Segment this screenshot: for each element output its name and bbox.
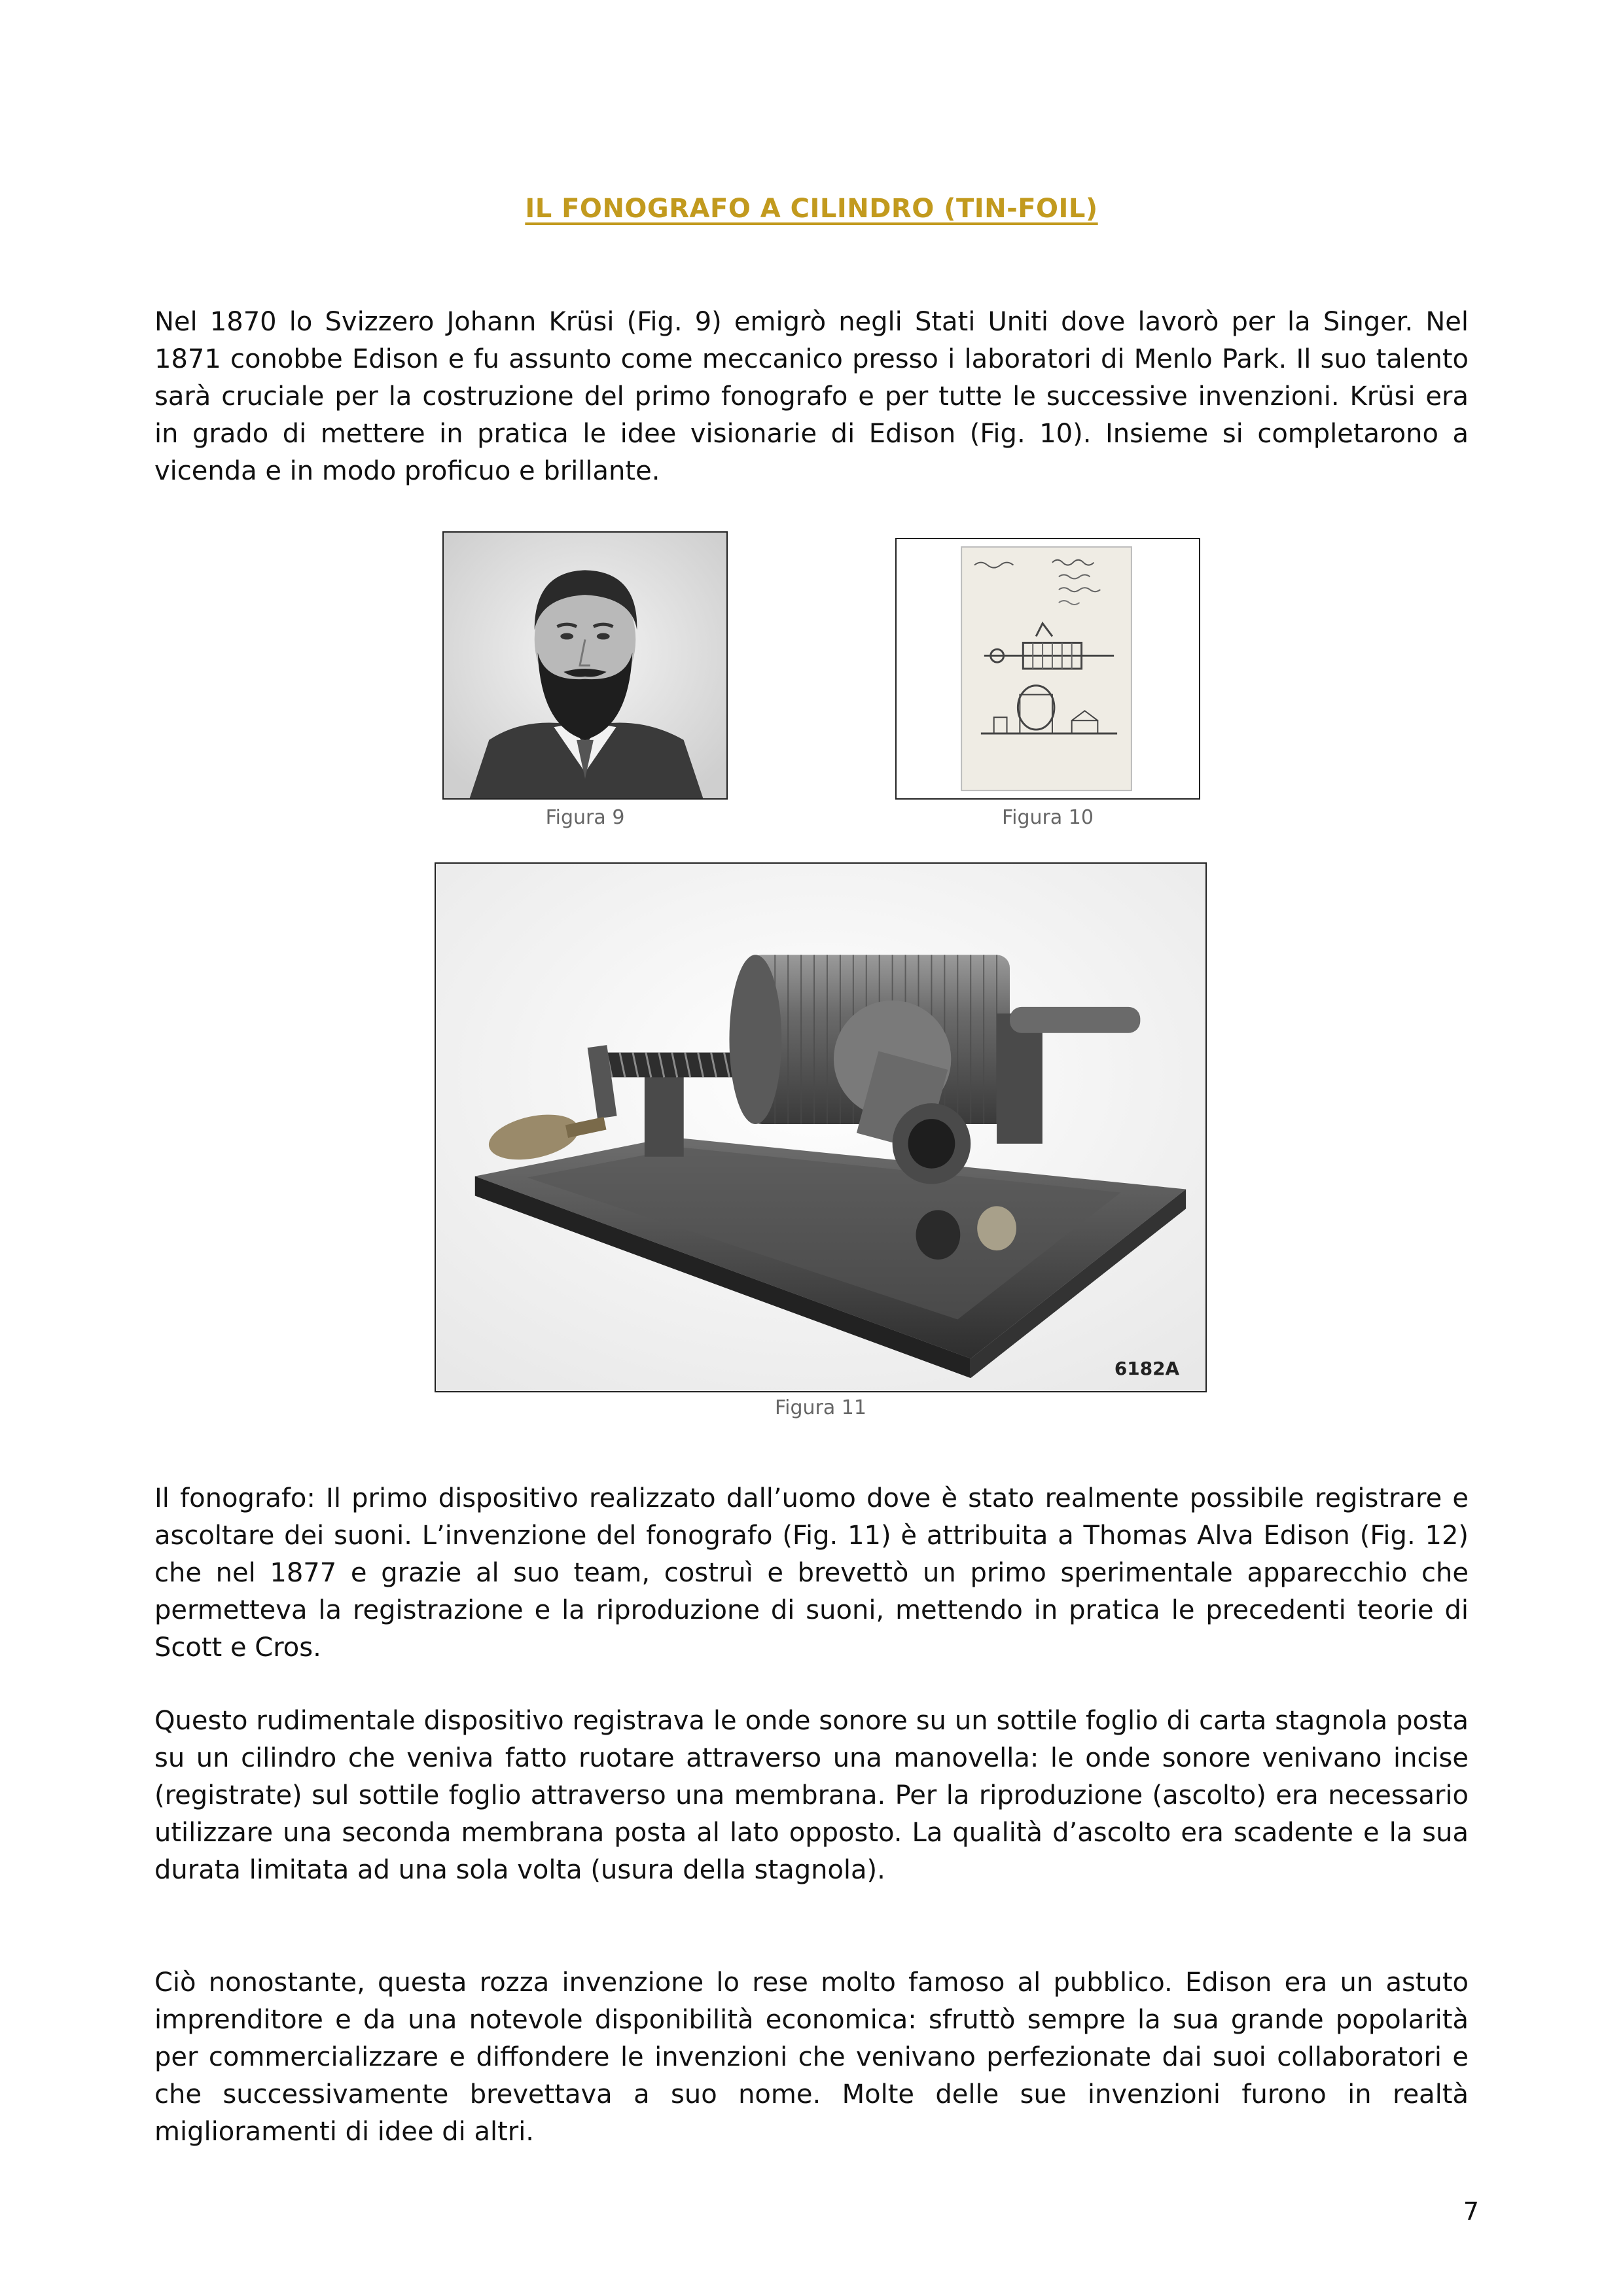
figure-10-caption: Figura 10 — [1002, 806, 1094, 829]
figure-11-phonograph-photo — [435, 862, 1207, 1392]
figure-11-caption: Figura 11 — [775, 1396, 866, 1419]
paragraph-krusi: Nel 1870 lo Svizzero Johann Krüsi (Fig. 9) emigrò negli Stati Uniti dove lavorò per la Singer. Nel 1871 conobbe Edison e fu assunto come meccanico presso i laboratori di Menlo Park. Il suo talento sarà cruciale per la costruzione del primo fonografo e per tutte le successive invenzioni. Krüsi era in grado di mettere in pratica le idee visionarie di Edison (Fig. 10). Insieme si completarono a vicenda e in modo proficuo e brillante. — [154, 307, 1469, 486]
figure-11-plate-number: 6182A — [1114, 1358, 1180, 1380]
figure-9-portrait — [442, 531, 728, 800]
figure-10-notebook-sketch — [895, 538, 1200, 800]
page-title: IL FONOGRAFO A CILINDRO (TIN-FOIL) — [525, 194, 1098, 224]
paragraph-fonografo: Il fonografo: Il primo dispositivo realizzato dall’uomo dove è stato realmente possibile registrare e ascoltare dei suoni. L’invenzione del fonografo (Fig. 11) è attribuita a Thomas Alva Edison (Fig. 12) che nel 1877 e grazie al suo team, costruì e brevettò un primo sperimentale apparecchio che permetteva la registrazione e la riproduzione di suoni, mettendo in pratica le precedenti teorie di Scott e Cros. — [154, 1483, 1469, 1663]
figure-9-caption: Figura 9 — [545, 806, 625, 829]
paragraph-dispositivo: Questo rudimentale dispositivo registrava le onde sonore su un sottile foglio di carta stagnola posta su un cilindro che veniva fatto ruotare attraverso una manovella: le onde sonore venivano incise (registrate) sul sottile foglio attraverso una membrana. Per la riproduzione (ascolto) era necessario utilizzare una seconda membrana posta al lato opposto. La qualità d’ascolto era scadente e la sua durata limitata ad una sola volta (usura della stagnola). — [154, 1706, 1469, 1885]
page-number: 7 — [1463, 2197, 1479, 2226]
paragraph-edison: Ciò nonostante, questa rozza invenzione lo rese molto famoso al pubblico. Edison era un astuto imprenditore e da una notevole disponibilità economica: sfruttò sempre la sua grande popolarità per commercializzare e diffondere le invenzioni che venivano perfezionate dai suoi collaboratori e che successivamente brevettava a suo nome. Molte delle sue invenzioni furono in realtà miglioramenti di idee di altri. — [154, 1968, 1469, 2147]
